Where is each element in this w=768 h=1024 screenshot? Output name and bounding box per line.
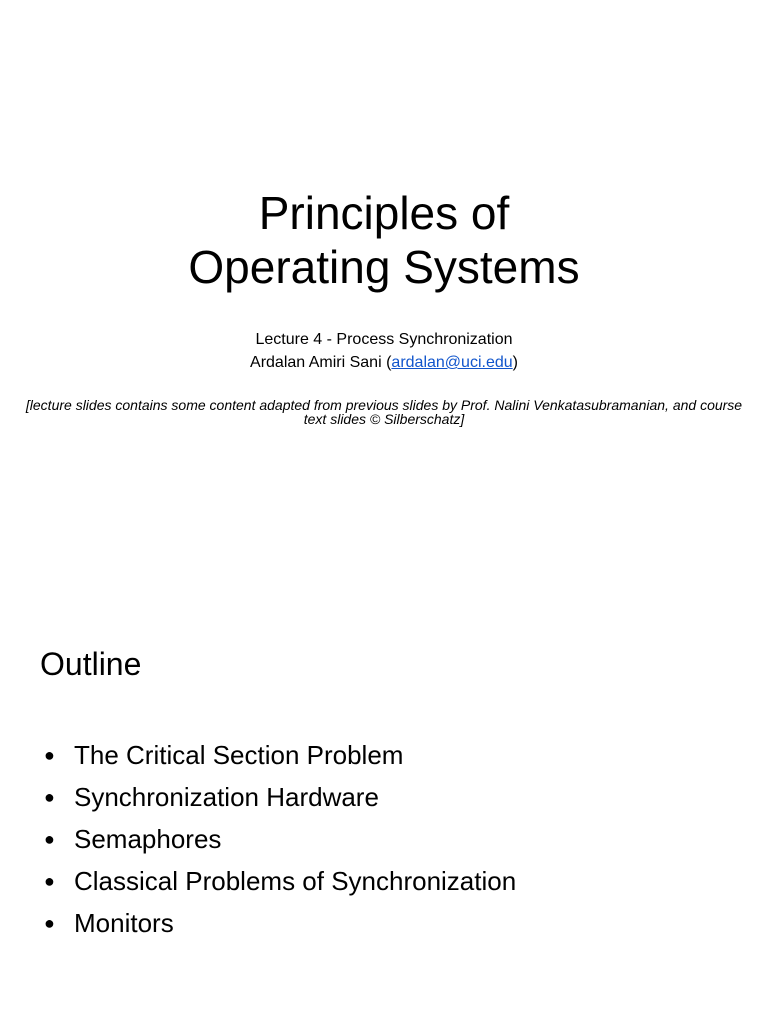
author-name: Ardalan Amiri Sani xyxy=(250,354,382,371)
presentation-title xyxy=(0,186,768,294)
author-line xyxy=(0,353,768,373)
list-item xyxy=(40,818,740,860)
outline-list xyxy=(40,734,740,944)
title-line-1: Principles of xyxy=(258,187,510,239)
list-item-text: Semaphores xyxy=(74,824,222,854)
author-open-paren: ( xyxy=(381,354,392,371)
credits-note: [lecture slides contains some content adapted from previous slides by Prof. Nalini Venkatasubramanian, and course text slides © Silberschatz] xyxy=(25,397,743,427)
bullet-icon: ● xyxy=(44,871,55,891)
list-item xyxy=(40,776,740,818)
list-item-text: Synchronization Hardware xyxy=(74,782,379,812)
outline-heading: Outline xyxy=(40,646,142,682)
list-item xyxy=(40,734,740,776)
list-item-text: Monitors xyxy=(74,908,174,938)
list-item-text: Classical Problems of Synchronization xyxy=(74,866,517,896)
lecture-subtitle: Lecture 4 - Process Synchronization xyxy=(255,331,513,348)
author-email-link[interactable]: ardalan@uci.edu xyxy=(391,354,513,371)
list-item-text: The Critical Section Problem xyxy=(74,740,404,770)
outline-slide xyxy=(0,576,768,1024)
author-close-paren: ) xyxy=(512,354,518,371)
list-item xyxy=(40,860,740,902)
bullet-icon: ● xyxy=(44,745,55,765)
bullet-icon: ● xyxy=(44,913,55,933)
bullet-icon: ● xyxy=(44,829,55,849)
list-item xyxy=(40,902,740,944)
title-line-2: Operating Systems xyxy=(188,241,580,293)
bullet-icon: ● xyxy=(44,787,55,807)
